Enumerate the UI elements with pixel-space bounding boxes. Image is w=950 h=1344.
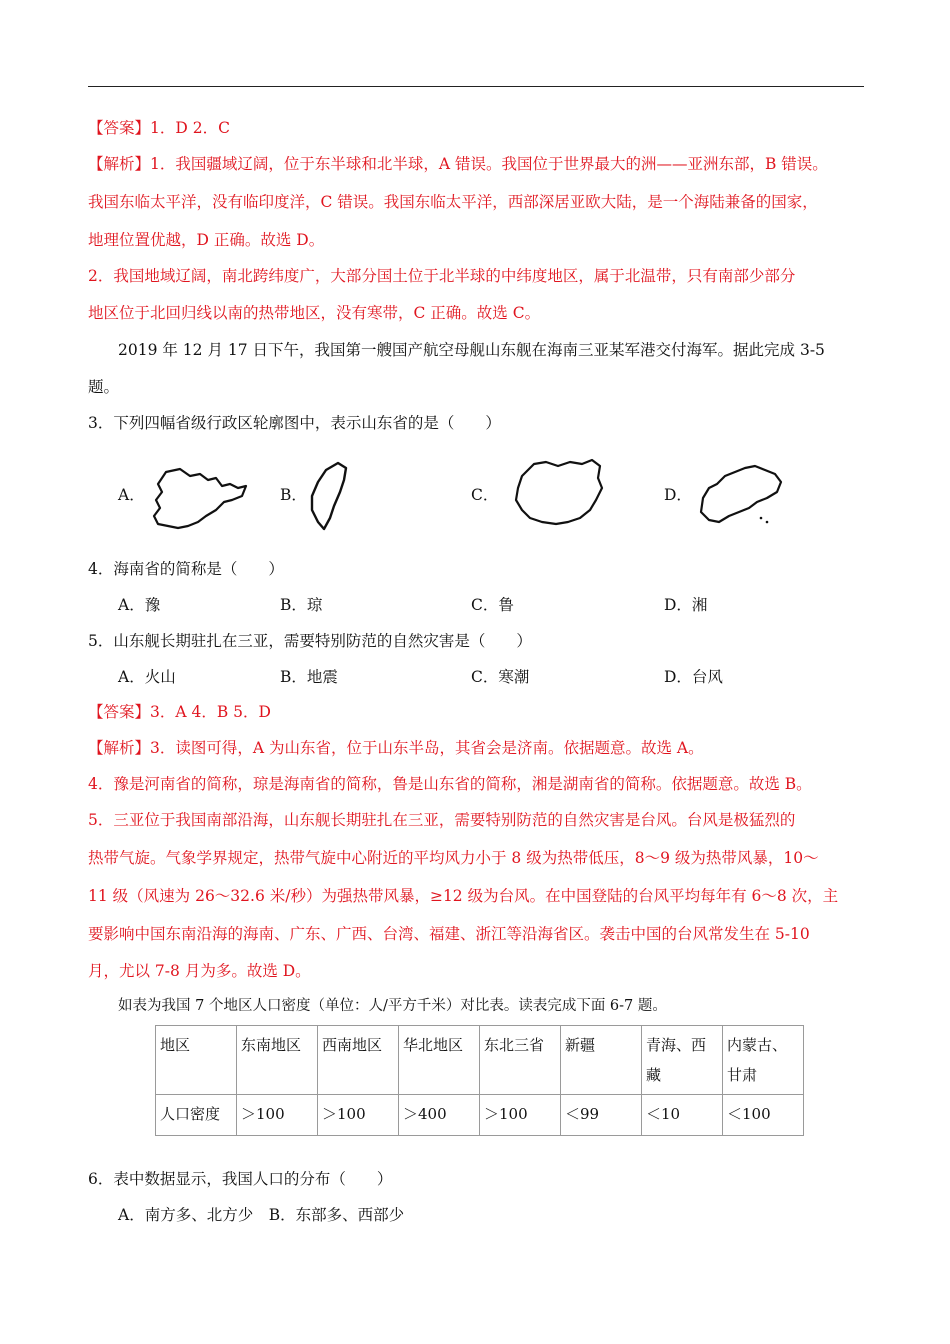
table-cell: ＞400 — [399, 1095, 480, 1136]
q5-option-b: B．地震 — [280, 668, 338, 686]
table-cell: ＜100 — [723, 1095, 804, 1136]
question-4-stem: 4．海南省的简称是（ ） — [88, 560, 284, 578]
analysis-line: 地理位置优越，D 正确。故选 D。 — [88, 231, 325, 249]
table-cell: 人口密度 — [156, 1095, 237, 1136]
analysis-line: 2．我国地域辽阔，南北跨纬度广，大部分国土位于北半球的中纬度地区，属于北温带，只有南部少部分 — [88, 267, 796, 285]
taiwan-outline-icon — [308, 460, 350, 532]
analysis-line: 4．豫是河南省的简称，琼是海南省的简称，鲁是山东省的简称，湘是湖南省的简称。依据题意。故选 B。 — [88, 775, 812, 793]
table-cell: 西南地区 — [318, 1026, 399, 1095]
option-b-label: B． — [280, 486, 307, 504]
analysis-line: 【解析】3．读图可得，A 为山东省，位于山东半岛，其省会是济南。依据题意。故选 A。 — [88, 739, 704, 757]
question-3-stem: 3．下列四幅省级行政区轮廓图中，表示山东省的是（ ） — [88, 414, 501, 432]
table-cell: 青海、西藏 — [642, 1026, 723, 1095]
table-cell: ＜99 — [561, 1095, 642, 1136]
table-cell: 华北地区 — [399, 1026, 480, 1095]
analysis-line: 我国东临太平洋，没有临印度洋，C 错误。我国东临太平洋，西部深居亚欧大陆，是一个海陆兼备的国家， — [88, 193, 818, 211]
table-cell: 东南地区 — [237, 1026, 318, 1095]
table-cell: 地区 — [156, 1026, 237, 1095]
q4-option-a: A．豫 — [118, 596, 161, 614]
intro-paragraph-cont: 题。 — [88, 378, 120, 396]
table-cell: 东北三省 — [480, 1026, 561, 1095]
table-data-row — [156, 1095, 804, 1136]
population-density-table — [155, 1025, 804, 1136]
hainan-outline-icon — [512, 458, 604, 526]
analysis-line: 11 级（风速为 26～32.6 米/秒）为强热带风暴，≥12 级为台风。在中国登陆的台风平均每年有 6～8 次，主 — [88, 887, 839, 905]
question-5-stem: 5．山东舰长期驻扎在三亚，需要特别防范的自然灾害是（ ） — [88, 632, 532, 650]
analysis-line: 地区位于北回归线以南的热带地区，没有寒带，C 正确。故选 C。 — [88, 304, 541, 322]
table-cell: ＞100 — [480, 1095, 561, 1136]
table-intro: 如表为我国 7 个地区人口密度（单位：人/平方千米）对比表。读表完成下面 6-7 题。 — [118, 998, 667, 1014]
analysis-line: 【解析】1．我国疆域辽阔，位于东半球和北半球，A 错误。我国位于世界最大的洲——亚洲东部，B 错误。 — [88, 155, 828, 173]
intro-paragraph: 2019 年 12 月 17 日下午，我国第一艘国产航空母舰山东舰在海南三亚某军港交付海军。据此完成 3-5 — [118, 341, 825, 359]
shandong-outline-icon — [150, 466, 250, 530]
analysis-line: 热带气旋。气象学界规定，热带气旋中心附近的平均风力小于 8 级为热带低压，8～9 级为热带风暴，10～ — [88, 849, 819, 867]
guangdong-outline-icon — [695, 462, 785, 528]
q5-option-a: A．火山 — [118, 668, 176, 686]
header-rule — [88, 86, 864, 87]
table-cell: 新疆 — [561, 1026, 642, 1095]
table-cell: ＞100 — [237, 1095, 318, 1136]
table-cell: ＞100 — [318, 1095, 399, 1136]
q6-options: A．南方多、北方少 B．东部多、西部少 — [118, 1206, 405, 1224]
question-6-stem: 6．表中数据显示，我国人口的分布（ ） — [88, 1170, 393, 1188]
table-cell: 内蒙古、甘肃 — [723, 1026, 804, 1095]
analysis-line: 5．三亚位于我国南部沿海，山东舰长期驻扎在三亚，需要特别防范的自然灾害是台风。台风是极猛烈的 — [88, 811, 796, 829]
option-d-label: D． — [664, 486, 692, 504]
q5-option-d: D．台风 — [664, 668, 723, 686]
answer-3-5: 【答案】3．A 4．B 5．D — [88, 703, 271, 721]
q4-option-b: B．琼 — [280, 596, 323, 614]
option-a-label: A． — [118, 486, 145, 504]
q4-option-c: C．鲁 — [471, 596, 514, 614]
q5-option-c: C．寒潮 — [471, 668, 530, 686]
table-cell: ＜10 — [642, 1095, 723, 1136]
table-header-row — [156, 1026, 804, 1095]
analysis-line: 月，尤以 7-8 月为多。故选 D。 — [88, 962, 311, 980]
q4-option-d: D．湘 — [664, 596, 708, 614]
answer-1-2: 【答案】1．D 2．C — [88, 119, 230, 137]
analysis-line: 要影响中国东南沿海的海南、广东、广西、台湾、福建、浙江等沿海省区。袭击中国的台风常发生在 5-10 — [88, 925, 810, 943]
option-c-label: C． — [471, 486, 499, 504]
